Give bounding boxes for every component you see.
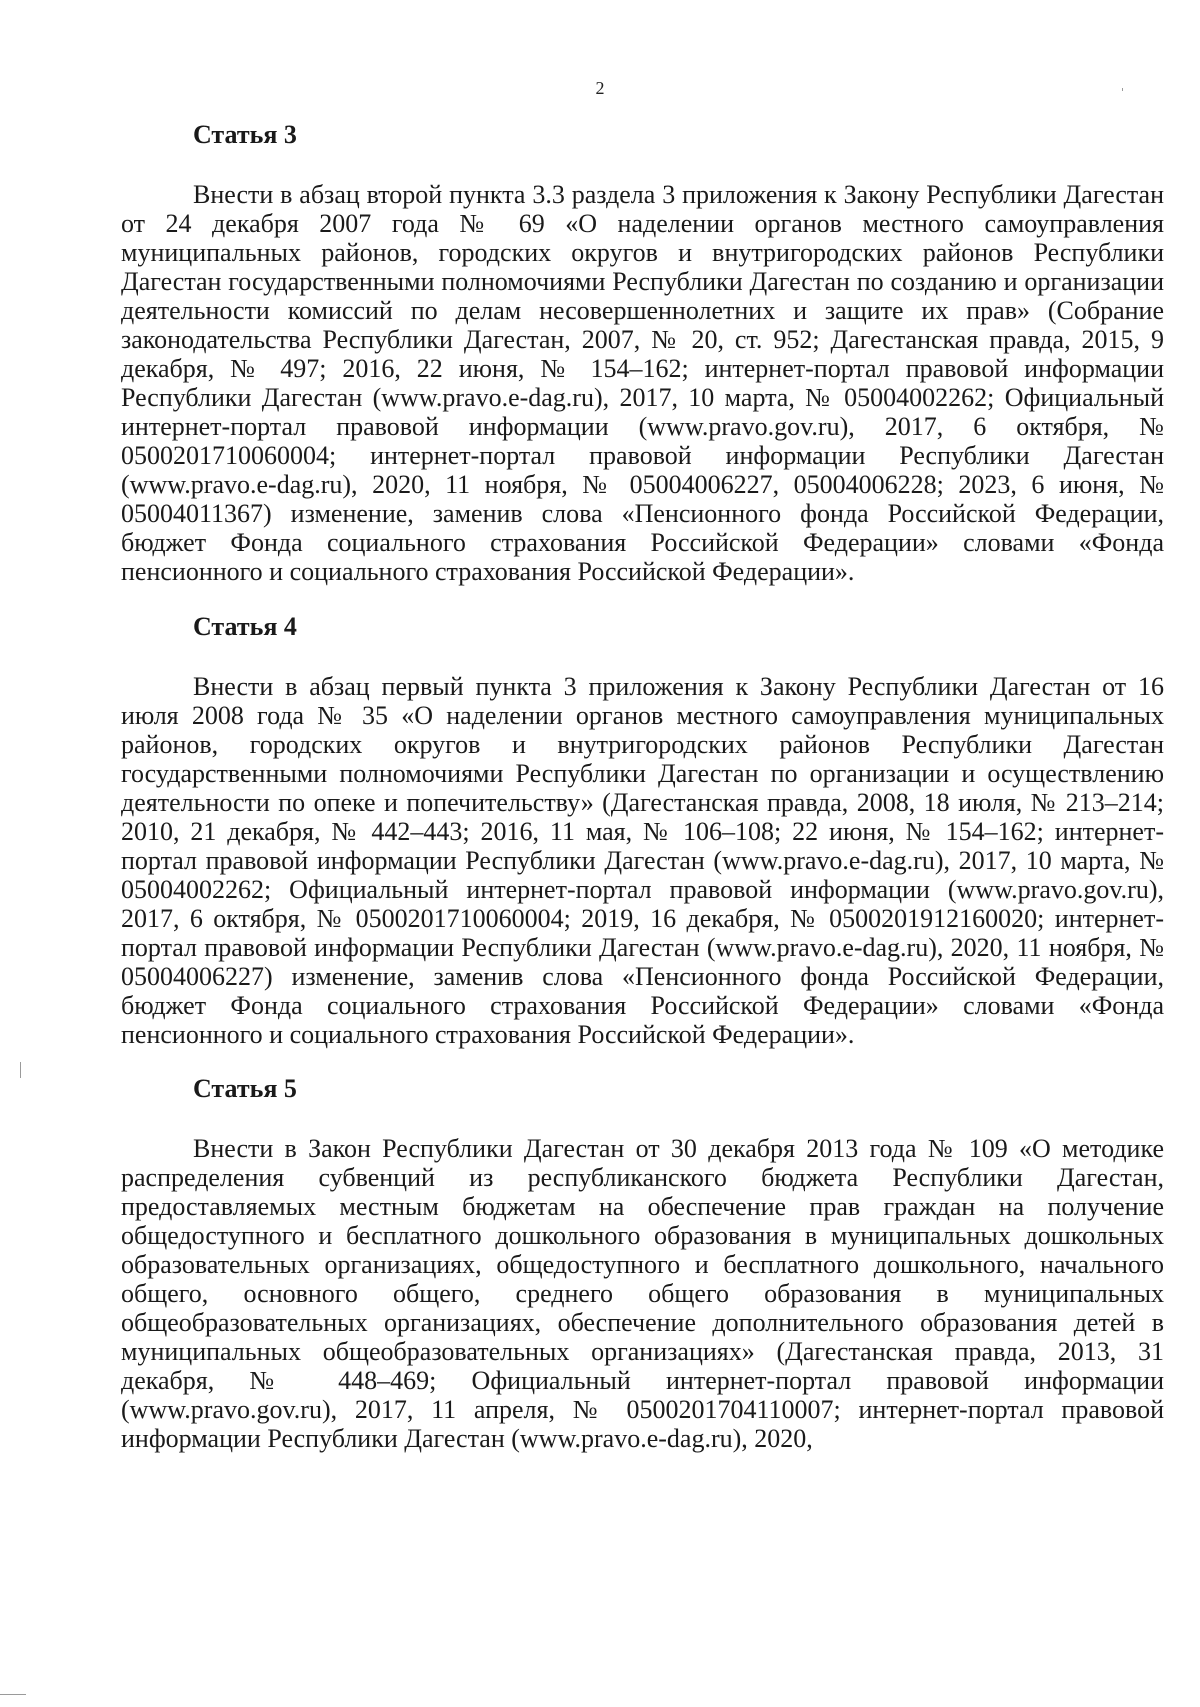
article-3-heading: Статья 3	[193, 120, 297, 149]
article-3-text: Внести в абзац второй пункта 3.3 раздела 3 приложения к Закону Республики Дагестан от 24 декабря 2007 года № 69 «О наделении органов местного самоуправления муниципальных районов, городских округов и внутригородских районов Республики Дагестан государственными полномочиями Республики Дагестан по созданию и организации деятельности комиссий по делам несовершеннолетних и защите их прав» (Собрание законодательства Республики Дагестан, 2007, № 20, ст. 952; Дагестанская правда, 2015, 9 декабря, № 497; 2016, 22 июня, № 154–162; интернет-портал правовой информации Республики Дагестан (www.pravo.e-dag.ru), 2017, 10 марта, № 05004002262; Официальный интернет-портал правовой информации (www.pravo.gov.ru), 2017, 6 октября, № 0500201710060004; интернет-портал правовой информации Республики Дагестан (www.pravo.e-dag.ru), 2020, 11 ноября, № 05004006227, 05004006228; 2023, 6 июня, № 05004011367) изменение, заменив слова «Пенсионного фонда Российской Федерации, бюджет Фонда социального страхования Российской Федерации» словами «Фонда пенсионного и социального страхования Российской Федерации».	[121, 180, 1164, 586]
scan-artifact-top-right	[1122, 88, 1123, 91]
scan-artifact-bottom-left	[0, 1694, 26, 1695]
article-5-text: Внести в Закон Республики Дагестан от 30 декабря 2013 года № 109 «О методике распределения субвенций из республиканского бюджета Республики Дагестан, предоставляемых местным бюджетам на обеспечение прав граждан на получение общедоступного и бесплатного дошкольного образования в муниципальных дошкольных образовательных организациях, общедоступного и бесплатного дошкольного, начального общего, основного общего, среднего общего образования в муниципальных общеобразовательных организациях, обеспечение дополнительного образования детей в муниципальных общеобразовательных организациях» (Дагестанская правда, 2013, 31 декабря, № 448–469; Официальный интернет-портал правовой информации (www.pravo.gov.ru), 2017, 11 апреля, № 0500201704110007; интернет-портал правовой информации Республики Дагестан (www.pravo.e-dag.ru), 2020,	[121, 1134, 1164, 1453]
page-number: 2	[595, 78, 605, 98]
scan-artifact-left-edge	[20, 1062, 21, 1078]
article-4-heading: Статья 4	[193, 612, 297, 641]
article-5-heading: Статья 5	[193, 1074, 297, 1103]
document-body	[121, 120, 1164, 1475]
article-4-text: Внести в абзац первый пункта 3 приложения к Закону Республики Дагестан от 16 июля 2008 года № 35 «О наделении органов местного самоуправления муниципальных районов, городских округов и внутригородских районов Республики Дагестан государственными полномочиями Республики Дагестан по организации и осуществлению деятельности по опеке и попечительству» (Дагестанская правда, 2008, 18 июля, № 213–214; 2010, 21 декабря, № 442–443; 2016, 11 мая, № 106–108; 22 июня, № 154–162; интернет-портал правовой информации Республики Дагестан (www.pravo.e-dag.ru), 2017, 10 марта, № 05004002262; Официальный интернет-портал правовой информации (www.pravo.gov.ru), 2017, 6 октября, № 0500201710060004; 2019, 16 декабря, № 0500201912160020; интернет-портал правовой информации Республики Дагестан (www.pravo.e-dag.ru), 2020, 11 ноября, № 05004006227) изменение, заменив слова «Пенсионного фонда Российской Федерации, бюджет Фонда социального страхования Российской Федерации» словами «Фонда пенсионного и социального страхования Российской Федерации».	[121, 672, 1164, 1049]
